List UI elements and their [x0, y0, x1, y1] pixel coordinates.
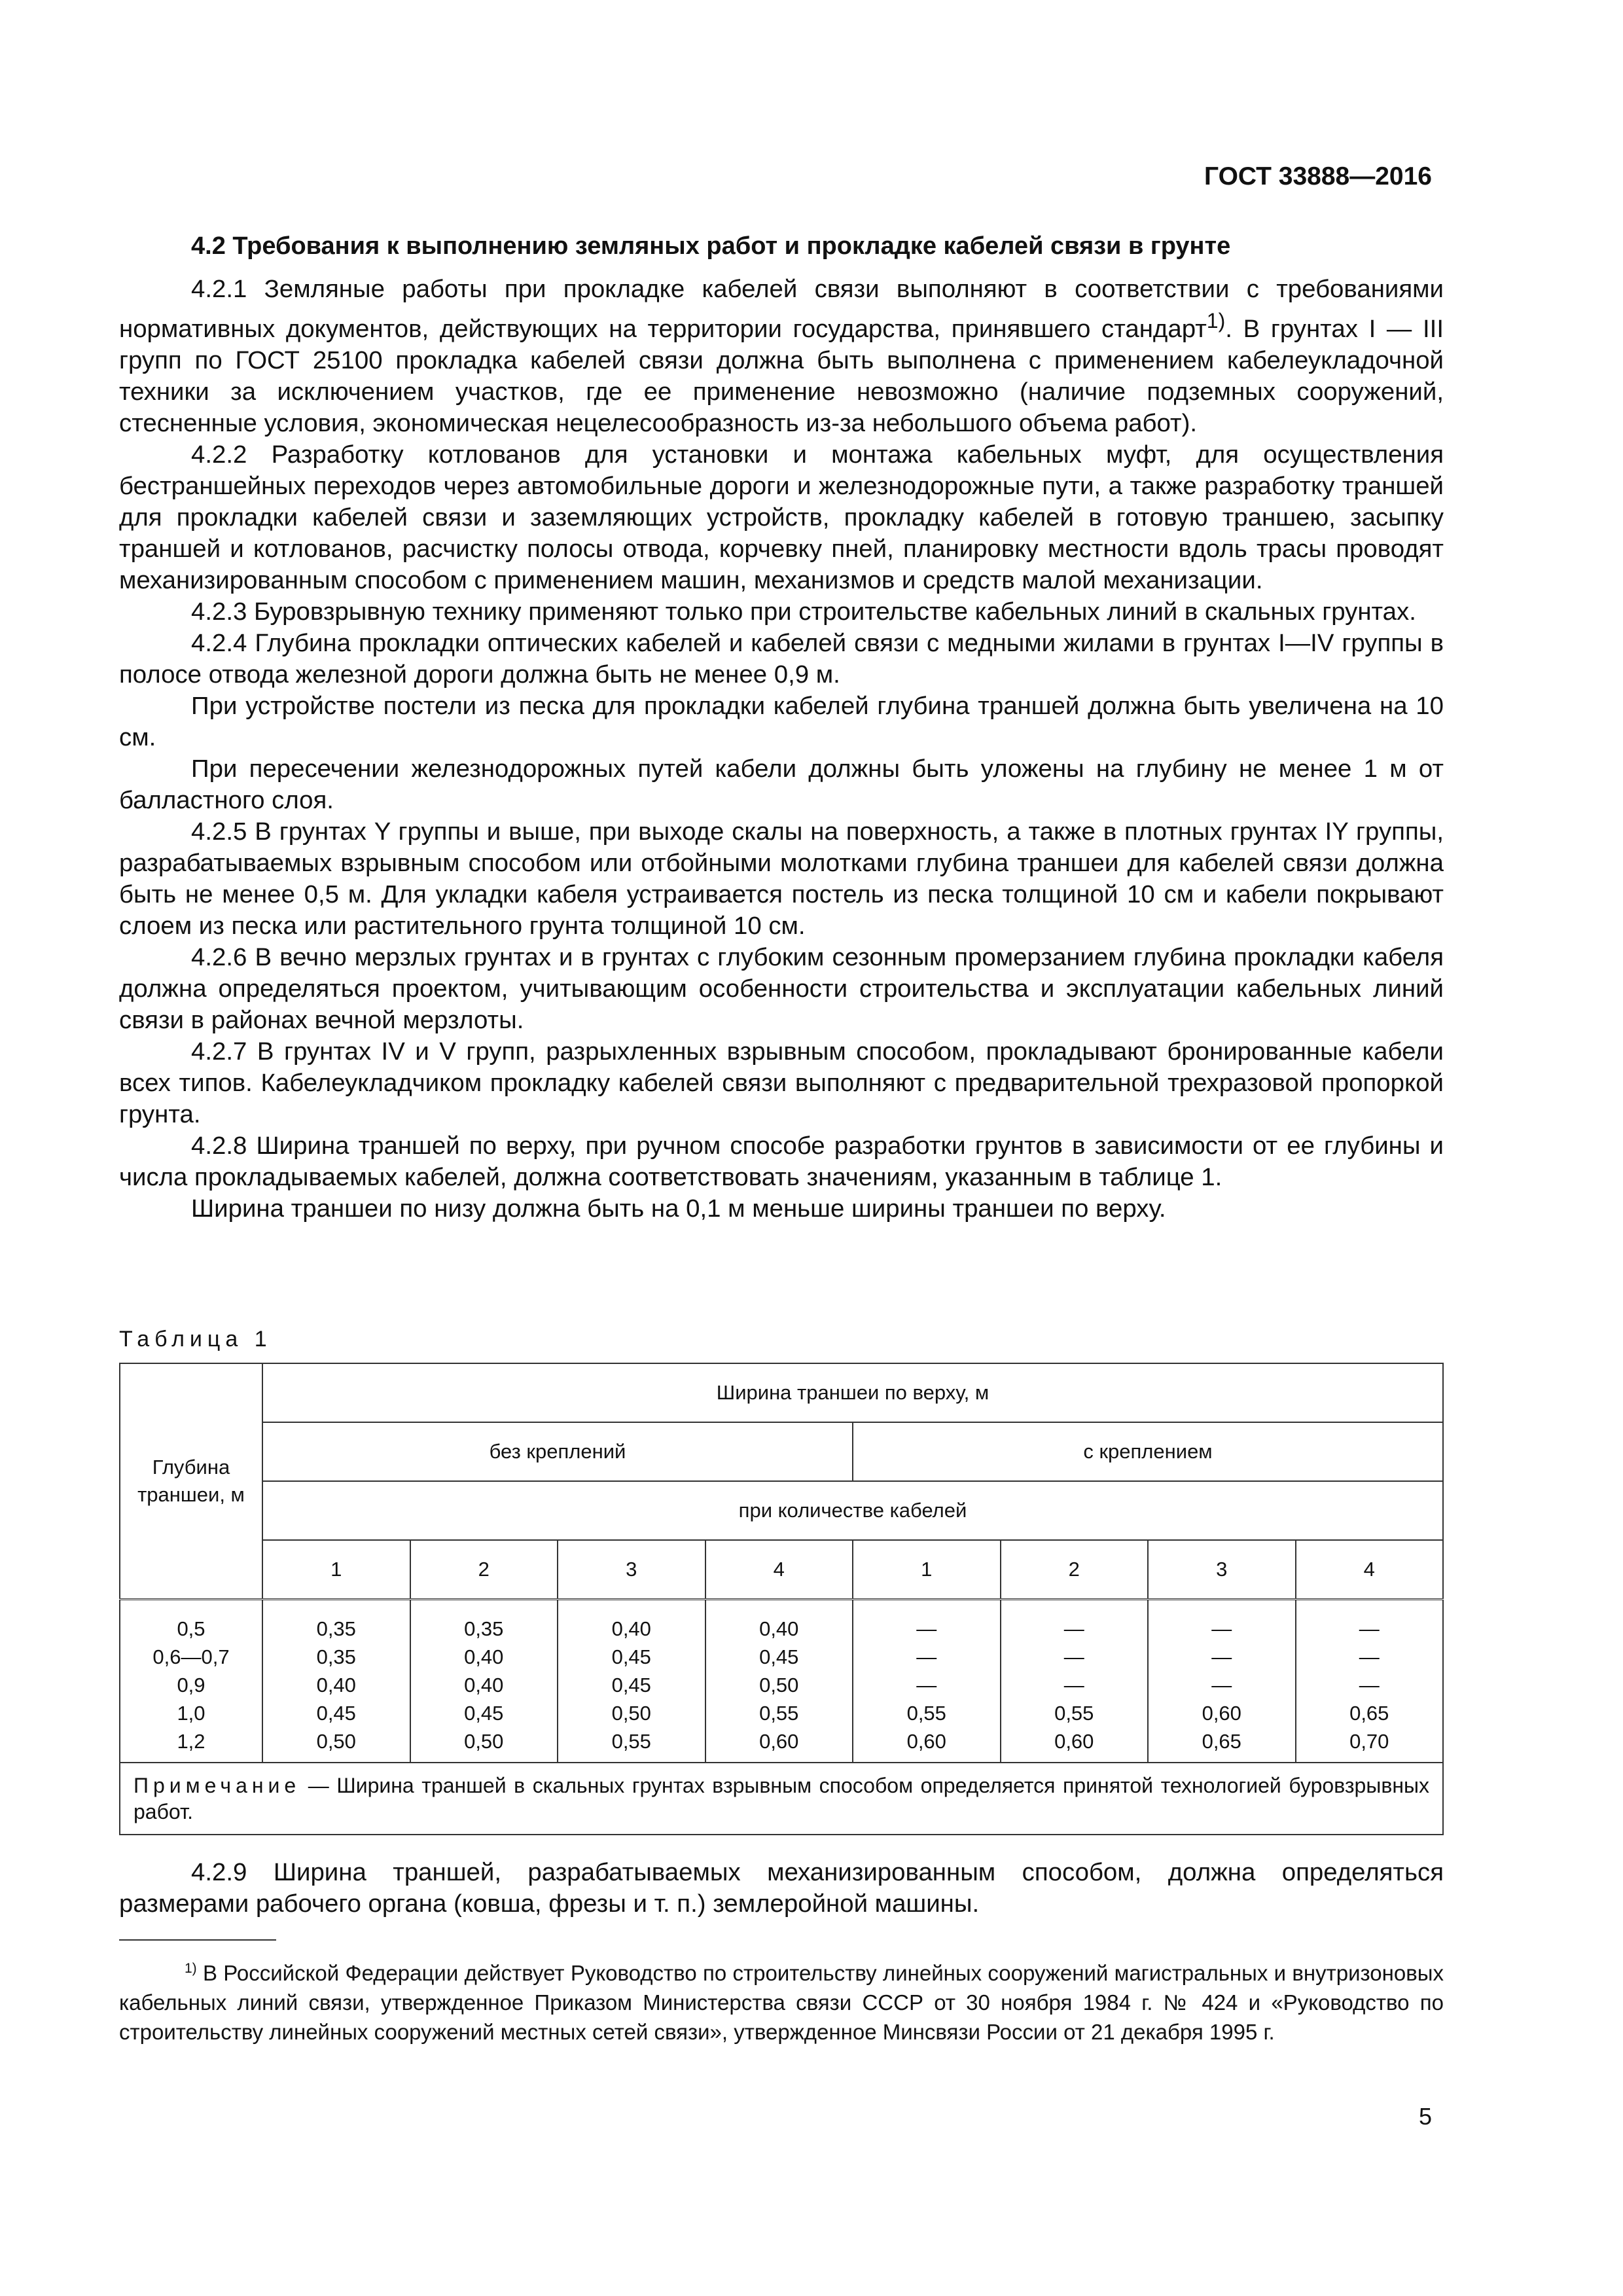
depth-value: 1,2: [177, 1730, 205, 1753]
width-value: —: [1359, 1674, 1380, 1696]
width-values-cell: [705, 1600, 853, 1763]
width-values-cell: [1001, 1600, 1149, 1763]
paragraph-4-2-4-b: При устройстве постели из песка для прокладки кабелей глубина траншей должна быть увеличена на 10 см.: [119, 691, 1444, 751]
paragraph-4-2-2: 4.2.2 Разработку котлованов для установки и монтажа кабельных муфт, для осуществления бестраншейных переходов через автомобильные дороги и железнодорожные пути, а также разработку траншей для прокладки кабелей связи и заземляющих устройств, прокладку кабелей в готовую траншею, засыпку траншей и котлованов, расчистку полосы отвода, корчевку пней, планировку местности вдоль трасы проводят механизированным способом с применением машин, механизмов и средств малой механизации.: [119, 440, 1444, 594]
depth-value: 0,6—0,7: [152, 1645, 230, 1668]
group-without-header: без креплений: [262, 1422, 853, 1481]
width-value: 0,45: [464, 1702, 504, 1725]
paragraph-4-2-1: [119, 274, 1444, 439]
trench-width-table: [119, 1363, 1444, 1835]
width-value: 0,35: [464, 1617, 504, 1640]
width-value: 0,45: [611, 1645, 651, 1668]
width-value: —: [1211, 1674, 1232, 1696]
paragraph-4-2-6: 4.2.6 В вечно мерзлых грунтах и в грунтах с глубоким сезонным промерзанием глубина прокладки кабеля должна определяться проектом, учитывающим особенности строительства и эксплуатации кабельных линий связи в районах вечной мерзлоты.: [119, 942, 1444, 1034]
paragraph-4-2-8: 4.2.8 Ширина траншей по верху, при ручном способе разработки грунтов в зависимости от ее глубины и числа прокладываемых кабелей, должна соответствовать значениям, указанным в таблице 1.: [119, 1131, 1444, 1191]
width-values-cell: [262, 1600, 410, 1763]
width-value: 0,50: [759, 1674, 799, 1696]
width-value: —: [1359, 1645, 1380, 1668]
width-value: 0,40: [464, 1674, 504, 1696]
depth-values-cell: [120, 1600, 262, 1763]
paragraph-4-2-5: 4.2.5 В грунтах Y группы и выше, при выходе скалы на поверхность, а также в плотных грунтах IY группы, разрабатываемых взрывным способом или отбойными молотками глубина траншеи для кабелей связи должна быть не менее 0,5 м. Для укладки кабеля устраивается постель из песка толщиной 10 см и кабели покрывают слоем из песка или растительного грунта толщиной 10 см.: [119, 817, 1444, 940]
table-data-row: [120, 1600, 1443, 1763]
width-value: 0,55: [759, 1702, 799, 1725]
footnote-marker: 1): [185, 1961, 197, 1976]
note-label: Примечание: [134, 1774, 301, 1797]
width-value: 0,55: [611, 1730, 651, 1753]
cable-count-header: при количестве кабелей: [262, 1481, 1443, 1540]
note-text: — Ширина траншей в скальных грунтах взрывным способом определяется принятой технологией буровзрывных работ.: [134, 1774, 1429, 1823]
cable-count-cell: 4: [1296, 1540, 1444, 1600]
width-value: 0,40: [759, 1617, 799, 1640]
section-heading: 4.2 Требования к выполнению земляных работ и прокладке кабелей связи в грунте: [191, 232, 1231, 260]
width-value: 0,55: [906, 1702, 946, 1725]
cable-count-cell: 1: [853, 1540, 1001, 1600]
width-values-cell: [410, 1600, 558, 1763]
width-value: 0,35: [316, 1617, 356, 1640]
width-value: —: [916, 1645, 937, 1668]
width-value: —: [1063, 1674, 1084, 1696]
width-value: 0,45: [611, 1674, 651, 1696]
cable-count-cell: 2: [410, 1540, 558, 1600]
width-value: —: [1211, 1617, 1232, 1640]
width-header: Ширина траншеи по верху, м: [262, 1363, 1443, 1422]
depth-value: 0,5: [177, 1617, 205, 1640]
paragraph-4-2-3: 4.2.3 Буровзрывную технику применяют только при строительстве кабельных линий в скальных грунтах.: [191, 597, 1416, 626]
paragraph-4-2-7: 4.2.7 В грунтах IV и V групп, разрыхленных взрывным способом, прокладывают бронированные кабели всех типов. Кабелеукладчиком прокладку кабелей связи выполняют с предварительной трехразовой пропоркой грунта.: [119, 1037, 1444, 1128]
width-value: 0,55: [1054, 1702, 1094, 1725]
width-value: 0,70: [1349, 1730, 1389, 1753]
width-value: 0,50: [611, 1702, 651, 1725]
width-values-cell: [1296, 1600, 1444, 1763]
paragraph-4-2-9: 4.2.9 Ширина траншей, разрабатываемых механизированным способом, должна определяться размерами рабочего органа (ковша, фрезы и т. п.) землеройной машины.: [119, 1858, 1444, 1918]
paragraph-4-2-4-c: При пересечении железнодорожных путей кабели должны быть уложены на глубину не менее 1 м от балластного слоя.: [119, 754, 1444, 814]
footnote: [119, 1954, 1444, 2047]
cable-count-cell: 1: [262, 1540, 410, 1600]
paragraph-4-2-8-b: Ширина траншеи по низу должна быть на 0,1 м меньше ширины траншеи по верху.: [191, 1194, 1166, 1223]
standard-id: ГОСТ 33888—2016: [1204, 162, 1432, 190]
page-number: 5: [1418, 2103, 1432, 2130]
table-caption: Таблица 1: [119, 1327, 272, 1352]
depth-value: 0,9: [177, 1674, 205, 1696]
footnote-divider: [119, 1939, 276, 1941]
footnote-ref: 1): [1206, 309, 1226, 332]
width-value: —: [916, 1617, 937, 1640]
width-value: —: [916, 1674, 937, 1696]
cable-count-cell: 4: [705, 1540, 853, 1600]
paragraph-text: . В грунтах I — III групп по ГОСТ 25100 прокладка кабелей связи должна быть выполнена с применением кабелеукладочной техники за исключением участков, где ее применение невозможно (наличие подземных сооружений, стесненные условия, экономическая нецелесообразность из-за небольшого объема работ).: [119, 314, 1444, 437]
width-value: 0,65: [1349, 1702, 1389, 1725]
paragraph-4-2-4: 4.2.4 Глубина прокладки оптических кабелей и кабелей связи с медными жилами в грунтах I—IV группы в полосе отвода железной дороги должна быть не менее 0,9 м.: [119, 628, 1444, 689]
cable-count-cell: 3: [1148, 1540, 1296, 1600]
depth-column-header: Глубина траншеи, м: [120, 1363, 262, 1600]
width-value: 0,60: [1202, 1702, 1241, 1725]
width-values-cell: [1148, 1600, 1296, 1763]
width-value: —: [1063, 1617, 1084, 1640]
width-value: —: [1359, 1617, 1380, 1640]
width-value: 0,40: [611, 1617, 651, 1640]
width-value: 0,65: [1202, 1730, 1241, 1753]
body-text: [119, 274, 1444, 1225]
width-value: —: [1063, 1645, 1084, 1668]
width-value: 0,50: [316, 1730, 356, 1753]
width-value: 0,60: [906, 1730, 946, 1753]
width-values-cell: [853, 1600, 1001, 1763]
width-value: 0,50: [464, 1730, 504, 1753]
width-value: 0,45: [759, 1645, 799, 1668]
width-value: 0,35: [316, 1645, 356, 1668]
width-value: 0,45: [316, 1702, 356, 1725]
depth-value: 1,0: [177, 1702, 205, 1725]
width-value: 0,60: [1054, 1730, 1094, 1753]
paragraph-text: 4.2.1 Земляные работы при прокладке кабелей связи выполняют в соответствии с требованиями нормативных документов, действующих на территории государства, принявшего стандарт: [119, 275, 1444, 343]
width-value: —: [1211, 1645, 1232, 1668]
cable-count-cell: 2: [1001, 1540, 1149, 1600]
width-value: 0,40: [464, 1645, 504, 1668]
width-values-cell: [558, 1600, 705, 1763]
cable-count-cell: 3: [558, 1540, 705, 1600]
group-with-header: с креплением: [853, 1422, 1443, 1481]
footnote-text: В Российской Федерации действует Руководство по строительству линейных сооружений магистральных и внутризоновых кабельных линий связи, утвержденное Приказом Министерства связи СССР от 30 ноября 1984 г. № 424 и «Руководство по строительству линейных сооружений местных сетей связи», утвержденное Минсвязи России от 21 декабря 1995 г.: [119, 1961, 1444, 2044]
width-value: 0,40: [316, 1674, 356, 1696]
table-note: [120, 1763, 1443, 1835]
width-value: 0,60: [759, 1730, 799, 1753]
